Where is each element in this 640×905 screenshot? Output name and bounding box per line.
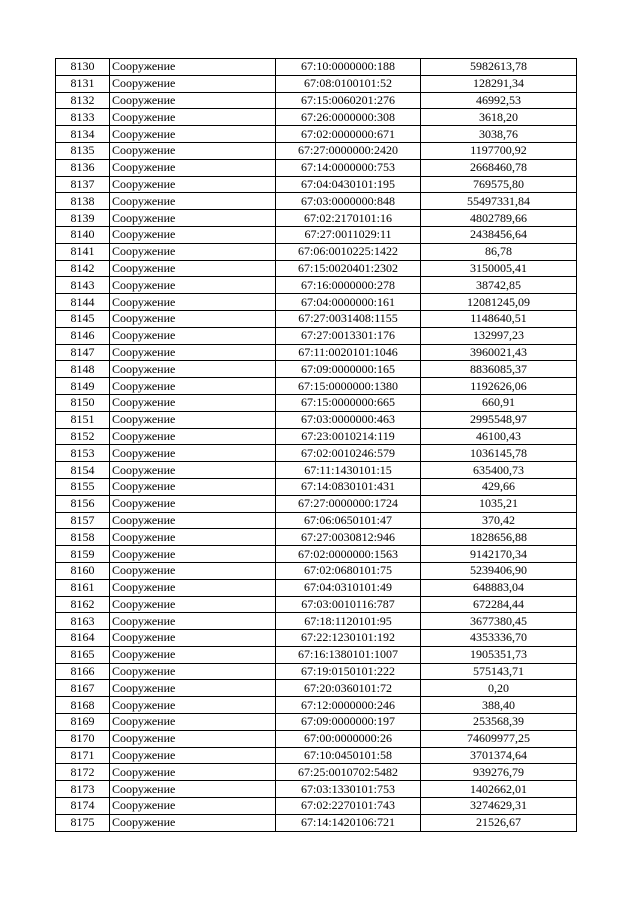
row-number-cell: 8130 xyxy=(56,59,110,76)
object-type-cell: Сооружение xyxy=(110,277,276,294)
object-type-cell: Сооружение xyxy=(110,730,276,747)
row-number-cell: 8167 xyxy=(56,680,110,697)
object-type-cell: Сооружение xyxy=(110,680,276,697)
object-type-cell: Сооружение xyxy=(110,781,276,798)
table-row xyxy=(56,596,577,613)
cadastral-value-cell: 660,91 xyxy=(421,394,577,411)
object-type-cell: Сооружение xyxy=(110,394,276,411)
row-number-cell: 8136 xyxy=(56,159,110,176)
registry-table-body xyxy=(56,59,577,832)
object-type-cell: Сооружение xyxy=(110,579,276,596)
cadastral-number-cell: 67:22:1230101:192 xyxy=(276,630,421,647)
table-row xyxy=(56,546,577,563)
cadastral-value-cell: 635400,73 xyxy=(421,462,577,479)
cadastral-value-cell: 86,78 xyxy=(421,243,577,260)
row-number-cell: 8146 xyxy=(56,327,110,344)
row-number-cell: 8160 xyxy=(56,562,110,579)
object-type-cell: Сооружение xyxy=(110,260,276,277)
row-number-cell: 8135 xyxy=(56,142,110,159)
table-row xyxy=(56,814,577,831)
cadastral-value-cell: 5239406,90 xyxy=(421,562,577,579)
cadastral-value-cell: 1402662,01 xyxy=(421,781,577,798)
table-row xyxy=(56,764,577,781)
row-number-cell: 8145 xyxy=(56,310,110,327)
object-type-cell: Сооружение xyxy=(110,226,276,243)
row-number-cell: 8142 xyxy=(56,260,110,277)
cadastral-number-cell: 67:27:0011029:11 xyxy=(276,226,421,243)
cadastral-number-cell: 67:15:0060201:276 xyxy=(276,92,421,109)
cadastral-number-cell: 67:14:0830101:431 xyxy=(276,478,421,495)
object-type-cell: Сооружение xyxy=(110,411,276,428)
row-number-cell: 8168 xyxy=(56,697,110,714)
object-type-cell: Сооружение xyxy=(110,294,276,311)
cadastral-value-cell: 388,40 xyxy=(421,697,577,714)
row-number-cell: 8175 xyxy=(56,814,110,831)
table-row xyxy=(56,512,577,529)
object-type-cell: Сооружение xyxy=(110,428,276,445)
table-row xyxy=(56,428,577,445)
cadastral-number-cell: 67:27:0000000:2420 xyxy=(276,142,421,159)
object-type-cell: Сооружение xyxy=(110,445,276,462)
object-type-cell: Сооружение xyxy=(110,478,276,495)
cadastral-number-cell: 67:06:0010225:1422 xyxy=(276,243,421,260)
table-row xyxy=(56,243,577,260)
table-row xyxy=(56,310,577,327)
row-number-cell: 8148 xyxy=(56,361,110,378)
cadastral-number-cell: 67:15:0020401:2302 xyxy=(276,260,421,277)
row-number-cell: 8162 xyxy=(56,596,110,613)
table-row xyxy=(56,176,577,193)
cadastral-number-cell: 67:15:0000000:1380 xyxy=(276,378,421,395)
cadastral-number-cell: 67:09:0000000:165 xyxy=(276,361,421,378)
cadastral-number-cell: 67:11:0020101:1046 xyxy=(276,344,421,361)
row-number-cell: 8144 xyxy=(56,294,110,311)
table-row xyxy=(56,411,577,428)
object-type-cell: Сооружение xyxy=(110,310,276,327)
table-row xyxy=(56,663,577,680)
object-type-cell: Сооружение xyxy=(110,109,276,126)
table-row xyxy=(56,361,577,378)
table-row xyxy=(56,75,577,92)
cadastral-number-cell: 67:03:0000000:848 xyxy=(276,193,421,210)
table-row xyxy=(56,579,577,596)
cadastral-value-cell: 55497331,84 xyxy=(421,193,577,210)
row-number-cell: 8153 xyxy=(56,445,110,462)
cadastral-number-cell: 67:02:0680101:75 xyxy=(276,562,421,579)
cadastral-number-cell: 67:02:0000000:1563 xyxy=(276,546,421,563)
cadastral-value-cell: 672284,44 xyxy=(421,596,577,613)
cadastral-number-cell: 67:02:0000000:671 xyxy=(276,126,421,143)
cadastral-number-cell: 67:06:0650101:47 xyxy=(276,512,421,529)
row-number-cell: 8166 xyxy=(56,663,110,680)
cadastral-number-cell: 67:09:0000000:197 xyxy=(276,714,421,731)
object-type-cell: Сооружение xyxy=(110,764,276,781)
cadastral-value-cell: 74609977,25 xyxy=(421,730,577,747)
cadastral-value-cell: 370,42 xyxy=(421,512,577,529)
row-number-cell: 8138 xyxy=(56,193,110,210)
cadastral-number-cell: 67:16:1380101:1007 xyxy=(276,646,421,663)
object-type-cell: Сооружение xyxy=(110,75,276,92)
row-number-cell: 8174 xyxy=(56,798,110,815)
table-row xyxy=(56,277,577,294)
table-row xyxy=(56,344,577,361)
cadastral-number-cell: 67:20:0360101:72 xyxy=(276,680,421,697)
cadastral-value-cell: 3038,76 xyxy=(421,126,577,143)
cadastral-number-cell: 67:27:0030812:946 xyxy=(276,529,421,546)
row-number-cell: 8170 xyxy=(56,730,110,747)
cadastral-value-cell: 575143,71 xyxy=(421,663,577,680)
table-row xyxy=(56,126,577,143)
table-row xyxy=(56,529,577,546)
table-row xyxy=(56,781,577,798)
cadastral-number-cell: 67:11:1430101:15 xyxy=(276,462,421,479)
object-type-cell: Сооружение xyxy=(110,697,276,714)
cadastral-number-cell: 67:03:0010116:787 xyxy=(276,596,421,613)
row-number-cell: 8157 xyxy=(56,512,110,529)
cadastral-value-cell: 253568,39 xyxy=(421,714,577,731)
object-type-cell: Сооружение xyxy=(110,378,276,395)
table-row xyxy=(56,697,577,714)
table-row xyxy=(56,730,577,747)
row-number-cell: 8156 xyxy=(56,495,110,512)
cadastral-value-cell: 4353336,70 xyxy=(421,630,577,647)
cadastral-number-cell: 67:08:0100101:52 xyxy=(276,75,421,92)
cadastral-value-cell: 132997,23 xyxy=(421,327,577,344)
table-row xyxy=(56,92,577,109)
table-row xyxy=(56,630,577,647)
object-type-cell: Сооружение xyxy=(110,210,276,227)
cadastral-number-cell: 67:15:0000000:665 xyxy=(276,394,421,411)
row-number-cell: 8158 xyxy=(56,529,110,546)
row-number-cell: 8140 xyxy=(56,226,110,243)
row-number-cell: 8164 xyxy=(56,630,110,647)
object-type-cell: Сооружение xyxy=(110,747,276,764)
object-type-cell: Сооружение xyxy=(110,159,276,176)
row-number-cell: 8149 xyxy=(56,378,110,395)
object-type-cell: Сооружение xyxy=(110,512,276,529)
row-number-cell: 8132 xyxy=(56,92,110,109)
cadastral-value-cell: 1905351,73 xyxy=(421,646,577,663)
table-row xyxy=(56,495,577,512)
object-type-cell: Сооружение xyxy=(110,59,276,76)
row-number-cell: 8165 xyxy=(56,646,110,663)
table-row xyxy=(56,327,577,344)
row-number-cell: 8173 xyxy=(56,781,110,798)
cadastral-value-cell: 1828656,88 xyxy=(421,529,577,546)
row-number-cell: 8147 xyxy=(56,344,110,361)
cadastral-number-cell: 67:18:1120101:95 xyxy=(276,613,421,630)
property-registry-table xyxy=(55,58,577,832)
cadastral-value-cell: 648883,04 xyxy=(421,579,577,596)
row-number-cell: 8151 xyxy=(56,411,110,428)
cadastral-value-cell: 1036145,78 xyxy=(421,445,577,462)
object-type-cell: Сооружение xyxy=(110,630,276,647)
object-type-cell: Сооружение xyxy=(110,495,276,512)
table-row xyxy=(56,562,577,579)
table-row xyxy=(56,714,577,731)
cadastral-value-cell: 46992,53 xyxy=(421,92,577,109)
object-type-cell: Сооружение xyxy=(110,646,276,663)
cadastral-number-cell: 67:10:0000000:188 xyxy=(276,59,421,76)
table-row xyxy=(56,142,577,159)
row-number-cell: 8137 xyxy=(56,176,110,193)
cadastral-number-cell: 67:02:0010246:579 xyxy=(276,445,421,462)
row-number-cell: 8171 xyxy=(56,747,110,764)
cadastral-number-cell: 67:00:0000000:26 xyxy=(276,730,421,747)
row-number-cell: 8161 xyxy=(56,579,110,596)
object-type-cell: Сооружение xyxy=(110,613,276,630)
object-type-cell: Сооружение xyxy=(110,596,276,613)
row-number-cell: 8133 xyxy=(56,109,110,126)
object-type-cell: Сооружение xyxy=(110,344,276,361)
cadastral-value-cell: 1148640,51 xyxy=(421,310,577,327)
cadastral-value-cell: 3274629,31 xyxy=(421,798,577,815)
cadastral-number-cell: 67:12:0000000:246 xyxy=(276,697,421,714)
table-row xyxy=(56,798,577,815)
table-row xyxy=(56,193,577,210)
cadastral-value-cell: 2995548,97 xyxy=(421,411,577,428)
cadastral-value-cell: 9142170,34 xyxy=(421,546,577,563)
cadastral-value-cell: 2668460,78 xyxy=(421,159,577,176)
row-number-cell: 8134 xyxy=(56,126,110,143)
table-row xyxy=(56,210,577,227)
object-type-cell: Сооружение xyxy=(110,562,276,579)
object-type-cell: Сооружение xyxy=(110,462,276,479)
cadastral-value-cell: 0,20 xyxy=(421,680,577,697)
cadastral-value-cell: 1035,21 xyxy=(421,495,577,512)
table-row xyxy=(56,747,577,764)
object-type-cell: Сооружение xyxy=(110,798,276,815)
table-row xyxy=(56,462,577,479)
row-number-cell: 8169 xyxy=(56,714,110,731)
table-row xyxy=(56,394,577,411)
row-number-cell: 8139 xyxy=(56,210,110,227)
cadastral-value-cell: 4802789,66 xyxy=(421,210,577,227)
cadastral-value-cell: 429,66 xyxy=(421,478,577,495)
cadastral-number-cell: 67:26:0000000:308 xyxy=(276,109,421,126)
object-type-cell: Сооружение xyxy=(110,243,276,260)
cadastral-number-cell: 67:25:0010702:5482 xyxy=(276,764,421,781)
object-type-cell: Сооружение xyxy=(110,814,276,831)
row-number-cell: 8163 xyxy=(56,613,110,630)
object-type-cell: Сооружение xyxy=(110,714,276,731)
table-row xyxy=(56,59,577,76)
table-row xyxy=(56,646,577,663)
row-number-cell: 8172 xyxy=(56,764,110,781)
object-type-cell: Сооружение xyxy=(110,663,276,680)
cadastral-number-cell: 67:27:0013301:176 xyxy=(276,327,421,344)
cadastral-value-cell: 1192626,06 xyxy=(421,378,577,395)
cadastral-number-cell: 67:27:0000000:1724 xyxy=(276,495,421,512)
cadastral-value-cell: 3701374,64 xyxy=(421,747,577,764)
cadastral-value-cell: 21526,67 xyxy=(421,814,577,831)
cadastral-value-cell: 3150005,41 xyxy=(421,260,577,277)
cadastral-value-cell: 2438456,64 xyxy=(421,226,577,243)
table-row xyxy=(56,294,577,311)
cadastral-number-cell: 67:02:2270101:743 xyxy=(276,798,421,815)
cadastral-number-cell: 67:04:0310101:49 xyxy=(276,579,421,596)
cadastral-number-cell: 67:19:0150101:222 xyxy=(276,663,421,680)
cadastral-value-cell: 12081245,09 xyxy=(421,294,577,311)
object-type-cell: Сооружение xyxy=(110,126,276,143)
cadastral-value-cell: 3618,20 xyxy=(421,109,577,126)
object-type-cell: Сооружение xyxy=(110,327,276,344)
table-row xyxy=(56,109,577,126)
cadastral-number-cell: 67:14:1420106:721 xyxy=(276,814,421,831)
cadastral-value-cell: 128291,34 xyxy=(421,75,577,92)
cadastral-number-cell: 67:03:0000000:463 xyxy=(276,411,421,428)
row-number-cell: 8152 xyxy=(56,428,110,445)
object-type-cell: Сооружение xyxy=(110,193,276,210)
object-type-cell: Сооружение xyxy=(110,529,276,546)
table-row xyxy=(56,159,577,176)
cadastral-number-cell: 67:04:0000000:161 xyxy=(276,294,421,311)
table-row xyxy=(56,226,577,243)
row-number-cell: 8159 xyxy=(56,546,110,563)
cadastral-value-cell: 3677380,45 xyxy=(421,613,577,630)
object-type-cell: Сооружение xyxy=(110,176,276,193)
object-type-cell: Сооружение xyxy=(110,142,276,159)
table-row xyxy=(56,613,577,630)
cadastral-number-cell: 67:14:0000000:753 xyxy=(276,159,421,176)
cadastral-value-cell: 46100,43 xyxy=(421,428,577,445)
object-type-cell: Сооружение xyxy=(110,361,276,378)
cadastral-value-cell: 38742,85 xyxy=(421,277,577,294)
cadastral-number-cell: 67:16:0000000:278 xyxy=(276,277,421,294)
row-number-cell: 8143 xyxy=(56,277,110,294)
table-row xyxy=(56,378,577,395)
table-row xyxy=(56,260,577,277)
cadastral-value-cell: 5982613,78 xyxy=(421,59,577,76)
cadastral-number-cell: 67:02:2170101:16 xyxy=(276,210,421,227)
row-number-cell: 8150 xyxy=(56,394,110,411)
cadastral-number-cell: 67:03:1330101:753 xyxy=(276,781,421,798)
cadastral-value-cell: 8836085,37 xyxy=(421,361,577,378)
table-row xyxy=(56,445,577,462)
row-number-cell: 8154 xyxy=(56,462,110,479)
cadastral-value-cell: 769575,80 xyxy=(421,176,577,193)
cadastral-number-cell: 67:10:0450101:58 xyxy=(276,747,421,764)
object-type-cell: Сооружение xyxy=(110,546,276,563)
row-number-cell: 8155 xyxy=(56,478,110,495)
cadastral-value-cell: 939276,79 xyxy=(421,764,577,781)
table-row xyxy=(56,680,577,697)
cadastral-number-cell: 67:04:0430101:195 xyxy=(276,176,421,193)
cadastral-number-cell: 67:27:0031408:1155 xyxy=(276,310,421,327)
table-row xyxy=(56,478,577,495)
row-number-cell: 8141 xyxy=(56,243,110,260)
cadastral-value-cell: 3960021,43 xyxy=(421,344,577,361)
object-type-cell: Сооружение xyxy=(110,92,276,109)
cadastral-value-cell: 1197700,92 xyxy=(421,142,577,159)
row-number-cell: 8131 xyxy=(56,75,110,92)
cadastral-number-cell: 67:23:0010214:119 xyxy=(276,428,421,445)
